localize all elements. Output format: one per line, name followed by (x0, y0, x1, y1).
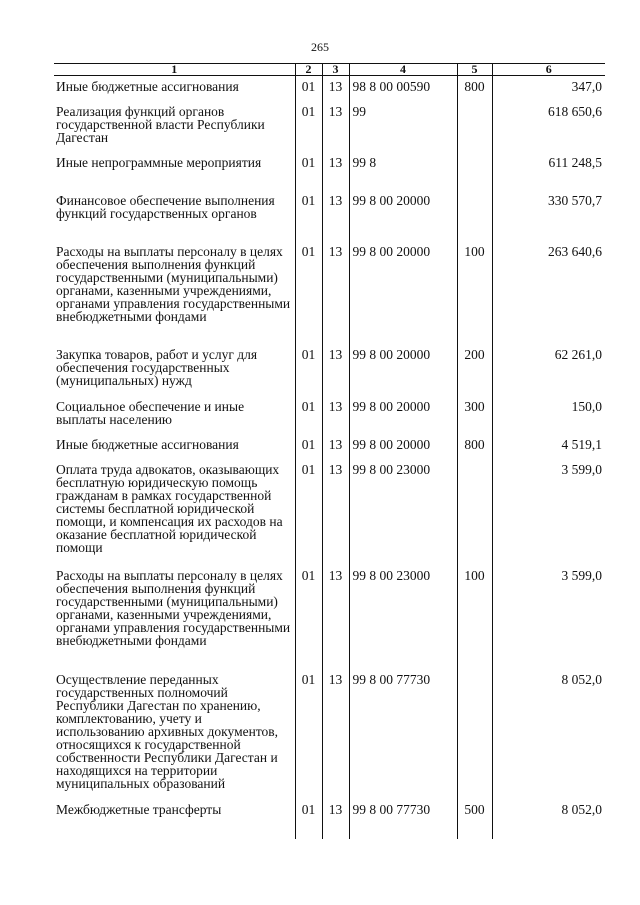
row-amount: 3 599,0 (492, 459, 605, 565)
row-section: 01 (295, 101, 322, 152)
row-name: Социальное обеспечение и иные выплаты населению (56, 398, 245, 427)
row-section: 01 (295, 241, 322, 344)
row-expense-type: 100 (457, 565, 492, 669)
row-amount: 62 261,0 (492, 344, 605, 396)
row-expense-type (457, 101, 492, 152)
row-target-article: 99 8 00 20000 (349, 344, 457, 396)
row-target-article: 99 8 (349, 152, 457, 190)
column-header: 6 (492, 64, 605, 76)
row-amount: 263 640,6 (492, 241, 605, 344)
row-name: Осуществление переданных государственных полномочий Республики Дагестан по хранению, комплектованию, учету и использованию архивных документов, относящихся к государственной собственности Республики Дагестан и находящихся на территории муниципальных образований (56, 671, 279, 791)
row-expense-type: 300 (457, 396, 492, 434)
row-section: 01 (295, 396, 322, 434)
table-row (54, 396, 605, 434)
row-expense-type (457, 459, 492, 565)
row-amount: 4 519,1 (492, 434, 605, 459)
row-expense-type: 100 (457, 241, 492, 344)
row-name: Расходы на выплаты персоналу в целях обеспечения выполнения функций государственными (муниципальными) органами, казенными учреждениями, органами управления государственными внебюджетными фондами (56, 243, 291, 324)
row-name: Иные бюджетные ассигнования (56, 79, 239, 94)
table-row (54, 459, 605, 565)
table-row (54, 152, 605, 190)
row-target-article: 99 8 00 20000 (349, 434, 457, 459)
row-subsection: 13 (322, 190, 349, 241)
row-name: Финансовое обеспечение выполнения функций государственных органов (56, 192, 275, 221)
table-row (54, 434, 605, 459)
row-target-article: 98 8 00 00590 (349, 76, 457, 101)
row-name: Оплата труда адвокатов, оказывающих бесплатную юридическую помощь гражданам в рамках государственной системы бесплатной юридической помощи, и компенсация их расходов на оказание бесплатной юридической помощи (56, 461, 283, 555)
budget-table (54, 63, 605, 839)
row-section: 01 (295, 152, 322, 190)
table-row (54, 76, 605, 101)
table-row (54, 101, 605, 152)
row-name: Закупка товаров, работ и услуг для обеспечения государственных (муниципальных) нужд (56, 346, 258, 388)
row-subsection: 13 (322, 241, 349, 344)
column-header: 4 (349, 64, 457, 76)
row-section: 01 (295, 799, 322, 839)
row-subsection: 13 (322, 434, 349, 459)
row-expense-type (457, 190, 492, 241)
row-name: Реализация функций органов государственной власти Республики Дагестан (56, 103, 265, 145)
row-subsection: 13 (322, 76, 349, 101)
row-amount: 347,0 (492, 76, 605, 101)
row-name: Расходы на выплаты персоналу в целях обеспечения выполнения функций государственными (муниципальными) органами, казенными учреждениями, органами управления государственными внебюджетными фондами (56, 567, 291, 648)
row-target-article: 99 (349, 101, 457, 152)
row-target-article: 99 8 00 20000 (349, 241, 457, 344)
table-row (54, 344, 605, 396)
column-header: 1 (54, 64, 295, 76)
row-amount: 8 052,0 (492, 669, 605, 799)
row-section: 01 (295, 190, 322, 241)
table-row (54, 565, 605, 669)
row-expense-type: 500 (457, 799, 492, 839)
row-section: 01 (295, 669, 322, 799)
row-amount: 8 052,0 (492, 799, 605, 839)
table-row (54, 190, 605, 241)
row-amount: 3 599,0 (492, 565, 605, 669)
row-subsection: 13 (322, 565, 349, 669)
row-expense-type: 800 (457, 76, 492, 101)
row-amount: 330 570,7 (492, 190, 605, 241)
page-number: 265 (311, 40, 329, 54)
row-subsection: 13 (322, 459, 349, 565)
table-row (54, 669, 605, 799)
row-expense-type (457, 152, 492, 190)
row-subsection: 13 (322, 396, 349, 434)
row-subsection: 13 (322, 101, 349, 152)
row-name: Иные непрограммные мероприятия (56, 154, 262, 170)
row-subsection: 13 (322, 669, 349, 799)
row-subsection: 13 (322, 344, 349, 396)
column-header: 3 (322, 64, 349, 76)
row-name: Иные бюджетные ассигнования (56, 436, 239, 452)
header-row (54, 64, 605, 76)
row-expense-type (457, 669, 492, 799)
row-section: 01 (295, 434, 322, 459)
row-section: 01 (295, 344, 322, 396)
row-expense-type: 800 (457, 434, 492, 459)
row-expense-type: 200 (457, 344, 492, 396)
row-amount: 618 650,6 (492, 101, 605, 152)
row-subsection: 13 (322, 152, 349, 190)
row-subsection: 13 (322, 799, 349, 839)
row-target-article: 99 8 00 20000 (349, 396, 457, 434)
row-amount: 150,0 (492, 396, 605, 434)
table-row (54, 241, 605, 344)
row-target-article: 99 8 00 23000 (349, 459, 457, 565)
column-header: 2 (295, 64, 322, 76)
row-target-article: 99 8 00 20000 (349, 190, 457, 241)
table-row (54, 799, 605, 839)
row-section: 01 (295, 565, 322, 669)
row-target-article: 99 8 00 77730 (349, 799, 457, 839)
row-amount: 611 248,5 (492, 152, 605, 190)
row-section: 01 (295, 76, 322, 101)
column-header: 5 (457, 64, 492, 76)
row-target-article: 99 8 00 23000 (349, 565, 457, 669)
row-target-article: 99 8 00 77730 (349, 669, 457, 799)
row-name: Межбюджетные трансферты (56, 801, 222, 817)
row-section: 01 (295, 459, 322, 565)
